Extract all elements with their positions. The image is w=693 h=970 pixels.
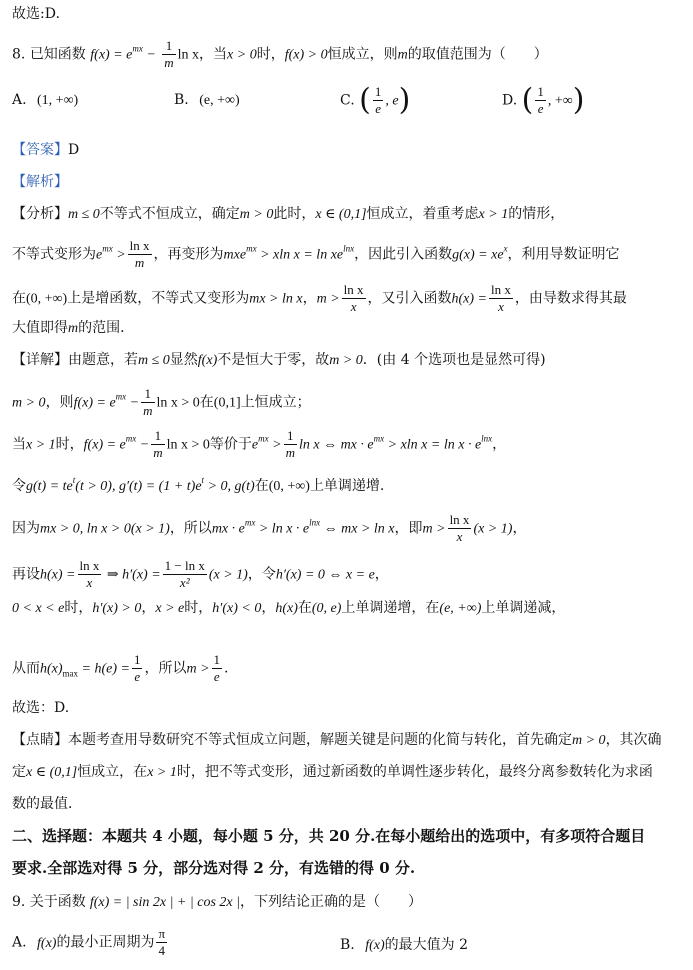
fenxi-tag: 【分析】 [12, 206, 68, 222]
option-c-rest: , e [385, 93, 399, 109]
fenxi-l2-12: g(x) = xe [452, 247, 504, 263]
fenxi-l2-7: mxe [223, 247, 247, 263]
xj-l2-3: mx [115, 391, 127, 402]
xj-l5-9: m > [422, 521, 446, 537]
option-d-lparen: ( [521, 82, 534, 118]
xj-l7-5: 时， [184, 600, 213, 616]
xj-l3-2: 时， [55, 436, 84, 453]
xj-l4-4: t [201, 475, 205, 485]
fenxi-l1-5: 恒成立，着重考虑 [366, 206, 479, 222]
fenxi-l3-4: ， [302, 290, 317, 307]
fenxi-l3-0: 在 [12, 290, 26, 307]
dj-l2-2: 恒成立，在 [77, 764, 148, 780]
prev-answer: 故选:D. [12, 6, 60, 22]
xj-l8-5: e [134, 669, 141, 684]
xj-l6-4: ⇒ h′(x) = [103, 567, 161, 583]
q8-option-b [174, 92, 240, 109]
xj-l5-6: lnx [309, 517, 321, 528]
fenxi-l1-6: x > 1 [478, 207, 509, 222]
fenxi-l1-7: 的情形， [508, 206, 565, 222]
dj-l1-0: 本题考查用导数研究不等式恒成立问题，解题关键是问题的化简与转化，首先确定 [68, 732, 572, 748]
xj-l4-8: 上单调递增. [309, 478, 385, 494]
xj-l7-11: 上单调递增，在 [341, 600, 440, 616]
xj-l7-8: h(x) [275, 601, 298, 616]
xj-l7-12: (e, +∞) [439, 601, 482, 616]
xj-l3-8: ln x > 0 [166, 437, 210, 453]
fenxi-l2-14: ，利用导数证明它 [507, 246, 620, 263]
xj-l7-4: x > e [155, 601, 185, 616]
dj-l1-2: ，其次确 [605, 732, 662, 748]
xj-l2-4: − [126, 395, 140, 411]
xj-l3-11: mx [258, 433, 269, 444]
fenxi-l1-2: m > 0 [239, 207, 274, 222]
option-d-num: 1 [537, 84, 544, 99]
q9-stem [12, 892, 422, 913]
fenxi-line-4 [12, 318, 134, 339]
xj-l3-6: 1 [151, 428, 164, 445]
xj-l3-3: f(x) = e [83, 437, 126, 453]
dj-l1-1: m > 0 [572, 733, 606, 748]
fenxi-l2-2: mx [102, 243, 113, 254]
conclusion: 故选：D. [12, 700, 70, 716]
q9-option-a [12, 926, 169, 959]
fenxi-l3-8: ，又引入函数 [367, 290, 452, 307]
answer-line [12, 140, 79, 160]
xj-l5-0: 因为 [12, 520, 40, 537]
xj-l5-11: x [456, 529, 463, 544]
xj-l7-1: 时， [64, 600, 93, 616]
q9-option-b-fx: f(x) [365, 938, 385, 953]
dj-l2-3: x > 1 [147, 765, 177, 780]
fenxi-l1-1: 不等式不恒成立，确定 [99, 206, 240, 222]
xiangjie-line-8 [12, 652, 229, 685]
xj-l1-5: m > 0 [329, 353, 363, 368]
option-d-den: e [537, 101, 544, 116]
xj-l3-5: − [136, 437, 150, 453]
q8-fx: f(x) = e [90, 47, 133, 63]
fenxi-line-2 [12, 238, 620, 271]
xj-l6-7: (x > 1) [208, 567, 248, 583]
q8-intro: 已知函数 [29, 46, 86, 63]
xj-l4-7: (0, +∞) [268, 479, 310, 494]
xj-l3-7: m [153, 445, 163, 460]
analysis-tag: 【解析】 [12, 174, 68, 190]
xj-l7-3: ， [141, 600, 156, 616]
xj-l2-10: 上恒成立； [240, 394, 311, 411]
fenxi-l2-10: lnx [343, 243, 355, 254]
q8-frac-den: m [164, 55, 174, 70]
dj-l3-0: 数的最值． [12, 796, 82, 812]
q9-option-a-num: π [158, 926, 166, 941]
q8-rest: 恒成立，则 [327, 46, 398, 63]
xj-l4-2: t [72, 475, 76, 485]
q8-cond: x > 0 [227, 47, 257, 63]
xj-l3-0: 当 [12, 436, 26, 453]
xiangjie-line-3 [12, 428, 506, 461]
q8-frac [162, 38, 175, 71]
option-c-num: 1 [374, 84, 382, 99]
dianjing-tag: 【点睛】 [12, 732, 68, 748]
xj-l8-6: ，所以 [144, 660, 187, 677]
xj-l8-0: 从而 [12, 660, 40, 677]
xj-l7-10: (0, e) [311, 601, 342, 616]
xj-l5-12: (x > 1) [473, 521, 513, 537]
q8-option-d [502, 84, 584, 117]
fenxi-l2-5: m [134, 255, 145, 270]
option-a-text: (1, +∞) [37, 93, 79, 108]
xj-l1-1: m ≤ 0 [138, 353, 170, 368]
q8-lnx: ln x [177, 47, 200, 63]
option-b-text: (e, +∞) [199, 93, 240, 108]
fenxi-l3-12: ，由导数求得其最 [514, 290, 627, 307]
xj-l8-10: . [224, 660, 229, 677]
xj-l8-2: max [62, 668, 79, 679]
fenxi-l1-3: 此时， [273, 206, 316, 222]
xj-l5-2: ，所以 [169, 520, 212, 537]
q9-option-a-label: A. [12, 934, 27, 951]
q9-option-b [340, 934, 468, 954]
xj-l7-9: 在 [297, 600, 312, 616]
dj-l2-4: 时，把不等式变形，通过新函数的单调性逐步转化，最终分离参数转化为求函 [176, 764, 653, 780]
xj-l6-2: ln x [79, 558, 100, 573]
q9-option-a-den: 4 [158, 943, 165, 958]
fenxi-l1-4: x ∈ (0,1] [315, 207, 367, 222]
xj-l7-6: h′(x) < 0 [212, 601, 262, 616]
xj-l2-2: f(x) = e [73, 395, 116, 411]
xj-l2-1: ，则 [45, 394, 74, 411]
option-c-den: e [375, 101, 381, 116]
xiangjie-tag: 【详解】 [12, 352, 68, 368]
dj-l2-1: x ∈ (0,1] [26, 765, 78, 780]
xj-l2-9: (0,1] [213, 395, 241, 411]
dianjing-line-3 [12, 794, 82, 814]
fenxi-l4-0: 大值即得 [12, 320, 68, 336]
fenxi-l3-5: m > [316, 291, 340, 307]
xj-l2-0: m > 0 [12, 395, 46, 411]
xj-l6-1: h(x) = [40, 567, 76, 583]
xj-l5-10: ln x [449, 512, 470, 527]
xj-l3-17: > xln x = ln x · e [384, 437, 482, 453]
xj-l5-1: mx > 0, ln x > 0(x > 1) [40, 521, 170, 537]
xj-l2-6: m [143, 403, 153, 418]
fenxi-l2-0: 不等式变形为 [12, 246, 96, 263]
q9-func: f(x) = | sin 2x | + | cos 2x | [89, 895, 240, 910]
dianjing-line-2 [12, 762, 653, 783]
fenxi-l3-6: ln x [343, 282, 364, 297]
q8-shi: 时， [256, 46, 285, 63]
fenxi-l2-1: e [96, 247, 103, 263]
fenxi-line-3 [12, 282, 627, 315]
q9-option-a-fx: f(x) [37, 935, 57, 951]
fenxi-l2-4: ln x [129, 238, 150, 253]
xj-l6-10: ， [374, 566, 389, 583]
q8-option-a [12, 92, 78, 109]
fenxi-l2-9: > xln x = ln xe [256, 247, 344, 263]
xj-l6-3: x [86, 575, 93, 590]
xiangjie-line-2 [12, 386, 311, 419]
xj-l4-5: > 0, g(t) [204, 479, 255, 494]
xj-l3-1: x > 1 [26, 437, 56, 453]
answer-value: D [68, 142, 80, 158]
xj-l3-19: ， [492, 436, 507, 453]
xj-l3-4: mx [125, 433, 137, 444]
xj-l3-18: lnx [481, 433, 493, 444]
option-d-rparen: ) [572, 82, 585, 118]
xj-l5-13: ， [512, 520, 527, 537]
xj-l1-2: 显然 [169, 352, 198, 368]
q9-intro: 关于函数 [29, 894, 86, 910]
xj-l7-2: h′(x) > 0 [92, 601, 142, 616]
fenxi-l3-9: h(x) = [451, 291, 488, 307]
xiangjie-line-1 [12, 350, 546, 371]
q9-option-b-label: B. [340, 937, 355, 953]
q9-option-b-text: 的最大值为 2 [384, 937, 468, 953]
fenxi-l2-13: x [503, 243, 508, 254]
xj-l3-14: m [285, 445, 295, 460]
xj-l1-0: 由题意，若 [68, 352, 138, 368]
xj-l7-13: 上单调递减， [481, 600, 566, 616]
q8-var-m: m [397, 47, 408, 63]
fenxi-l3-3: mx > ln x [249, 291, 303, 307]
option-d-label: D. [502, 92, 518, 109]
xj-l2-5: 1 [141, 386, 154, 403]
xj-l2-7: ln x > 0 [156, 395, 200, 411]
xj-l8-4: 1 [133, 652, 141, 667]
xj-l6-8: ，令 [247, 566, 276, 583]
q8-frac-num: 1 [162, 38, 175, 55]
xj-l3-12: > [268, 437, 282, 453]
option-c-label: C. [340, 92, 355, 109]
fenxi-l2-8: mx [246, 243, 257, 254]
fenxi-line-1 [12, 204, 564, 225]
q9-tail: ，下列结论正确的是（ ） [239, 894, 422, 910]
xj-l6-9: h′(x) = 0 ⇔ x = e [275, 567, 375, 583]
fenxi-l3-7: x [350, 299, 357, 314]
xj-l8-3: = h(e) = [78, 661, 130, 677]
q8-stem [12, 38, 548, 71]
xj-l4-1: g(t) = te [26, 479, 73, 494]
xj-l5-3: mx · e [211, 521, 245, 537]
xj-l7-0: 0 < x < e [12, 601, 65, 616]
dj-l2-0: 定 [12, 764, 26, 780]
xj-l3-9: 等价于 [209, 436, 252, 453]
xj-l2-8: 在 [199, 394, 214, 411]
fenxi-l2-6: ，再变形为 [153, 246, 224, 263]
xj-l6-6: x² [179, 575, 190, 590]
q8-cond2: f(x) > 0 [284, 47, 328, 63]
q8-sup: mx [132, 43, 143, 54]
xj-l3-16: mx [373, 433, 385, 444]
xj-l1-4: 不是恒大于零，故 [217, 352, 330, 368]
q8-when: ，当 [199, 46, 228, 63]
answer-tag: 【答案】 [12, 142, 68, 158]
xiangjie-line-7 [12, 598, 565, 619]
option-b-label: B. [174, 92, 189, 108]
option-c-rparen: ) [398, 82, 411, 118]
xj-l5-8: ，即 [394, 520, 423, 537]
xj-l3-13: 1 [284, 428, 297, 445]
fenxi-l3-1: (0, +∞) [26, 291, 68, 307]
xj-l6-5: 1 − ln x [164, 558, 205, 573]
xj-l8-1: h(x) [40, 661, 63, 677]
xj-l5-7: ⇔ mx > ln x [320, 521, 395, 537]
xj-l5-5: > ln x · e [255, 521, 310, 537]
q8-end: 的取值范围为（ ） [407, 46, 548, 63]
q9-option-a-text: 的最小正周期为 [56, 934, 155, 951]
fenxi-l2-11: ，因此引入函数 [354, 246, 453, 263]
xj-l1-3: f(x) [197, 353, 218, 368]
fenxi-l4-2: 的范围． [78, 320, 135, 336]
q8-minus: − [142, 47, 156, 63]
xj-l8-8: 1 [213, 652, 221, 667]
xiangjie-line-6 [12, 558, 389, 591]
q8-number: 8. [12, 46, 26, 63]
q9-number: 9. [12, 894, 26, 910]
xj-l3-15: ln x ⇔ mx · e [298, 437, 374, 453]
option-a-label: A. [12, 92, 27, 108]
option-d-rest: , +∞ [547, 93, 573, 109]
dianjing-line-1 [12, 730, 662, 751]
q8-option-c [340, 84, 410, 117]
xj-l3-10: e [251, 437, 259, 453]
fenxi-l4-1: m [68, 321, 79, 336]
xj-l5-4: mx [244, 517, 256, 528]
fenxi-l1-0: m ≤ 0 [68, 207, 100, 222]
fenxi-l3-10: ln x [491, 282, 511, 297]
xj-l7-7: ， [261, 600, 276, 616]
xiangjie-line-4 [12, 470, 384, 497]
xiangjie-line-5 [12, 512, 526, 545]
xj-l4-0: 令 [12, 478, 26, 494]
xj-l4-3: (t > 0), g′(t) = (1 + t)e [75, 479, 202, 494]
fenxi-l3-2: 上是增函数，不等式又变形为 [67, 290, 250, 307]
xj-l6-0: 再设 [12, 566, 40, 583]
fenxi-l2-3: > [112, 247, 126, 263]
xj-l8-9: e [213, 669, 220, 684]
xj-l8-7: m > [186, 661, 210, 677]
option-c-lparen: ( [359, 82, 371, 118]
fenxi-l3-11: x [498, 299, 504, 314]
section2-line-2: 要求.全部选对得 5 分，部分选对得 2 分，有选错的得 0 分. [12, 859, 416, 877]
xj-l4-6: 在 [254, 478, 269, 494]
section2-line-1: 二、选择题：本题共 4 小题，每小题 5 分，共 20 分.在每小题给出的选项中，有多项符合题目 [12, 827, 646, 845]
xj-l1-6: ．(由 4 个选项也是显然可得) [362, 352, 546, 368]
